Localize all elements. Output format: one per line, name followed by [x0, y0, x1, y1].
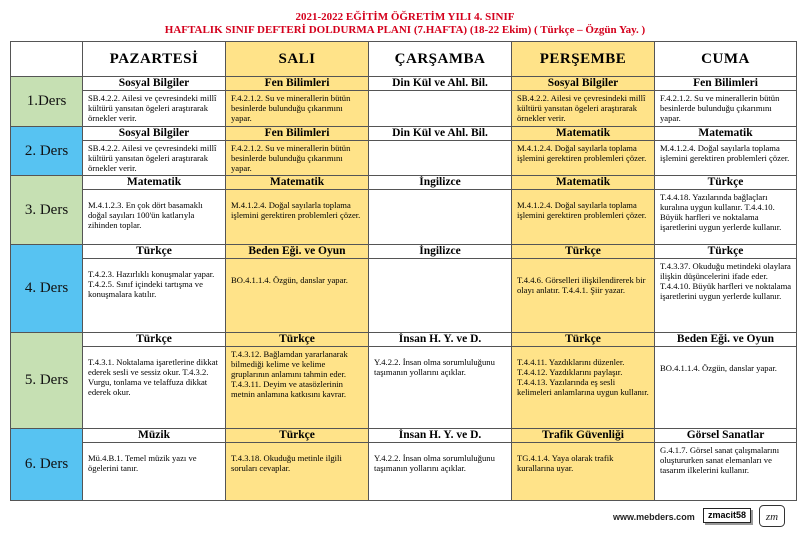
lesson-cell — [369, 429, 512, 501]
subject-name: İnsan H. Y. ve D. — [369, 333, 511, 347]
outcome-text: M.4.1.2.4. Doğal sayılarla toplama işlemini gerektiren problemleri çözer. — [660, 143, 790, 163]
subject-name: Matematik — [512, 127, 654, 141]
lesson-cell — [83, 429, 226, 501]
lesson-cell — [512, 176, 655, 245]
lesson-cell — [226, 127, 369, 176]
author-badge: zmacit58 — [703, 508, 751, 523]
subject-name: Müzik — [83, 429, 225, 443]
lesson-cell — [655, 245, 797, 333]
page-subtitle: HAFTALIK SINIF DEFTERİ DOLDURMA PLANI (7.HAFTA) (18-22 Ekim) ( Türkçe – Özgün Yay. ) — [164, 24, 646, 36]
outcome-text: T.4.2.3. Hazırlıklı konuşmalar yapar. T.4.2.5. Sınıf içindeki tartışma ve konuşmalara katılır. — [88, 269, 215, 299]
outcome-text: M.4.1.2.4. Doğal sayılarla toplama işlemini gerektiren problemleri çözer. — [517, 143, 647, 163]
subject-name: Din Kül ve Ahl. Bil. — [369, 77, 511, 91]
table-row — [11, 333, 797, 429]
outcome-text: T.4.3.18. Okuduğu metinle ilgili soruları cevaplar. — [231, 453, 342, 473]
outcome-text: SB.4.2.2. Ailesi ve çevresindeki millî kültürü yansıtan ögeleri araştırarak örnekler verir. — [88, 93, 217, 123]
footer-website[interactable]: www.mebders.com — [613, 512, 695, 522]
lesson-cell — [512, 333, 655, 429]
table-row — [11, 245, 797, 333]
table-row — [11, 429, 797, 501]
subject-name: Matematik — [655, 127, 796, 141]
subject-name: Matematik — [83, 176, 225, 190]
outcome-text: Y.4.2.2. İnsan olma sorumluluğunu taşımanın yollarını açıklar. — [374, 357, 495, 377]
subject-name: Beden Eği. ve Oyun — [655, 333, 796, 347]
lesson-cell — [369, 333, 512, 429]
lesson-cell — [369, 127, 512, 176]
outcome-text: T.4.3.37. Okuduğu metindeki olaylara ilişkin düşüncelerini ifade eder. T.4.4.10. Büyük harfleri ve noktalama işaretlerini uygun yerlerde kullanır. — [660, 261, 792, 301]
weekly-plan-table — [10, 41, 797, 501]
table-row — [11, 176, 797, 245]
lesson-label: 4. Ders — [11, 245, 83, 333]
outcome-text: T.4.4.6. Görselleri ilişkilendirerek bir olayı anlatır. T.4.4.1. Şiir yazar. — [517, 275, 646, 295]
corner-cell — [11, 42, 83, 77]
day-header-thursday: PERŞEMBE — [512, 42, 655, 77]
page-title: 2021-2022 EĞİTİM ÖĞRETİM YILI 4. SINIF — [295, 11, 515, 23]
lesson-label: 6. Ders — [11, 429, 83, 501]
outcome-text: M.4.1.2.4. Doğal sayılarla toplama işlemini gerektiren problemleri çözer. — [231, 200, 361, 220]
subject-name: İngilizce — [369, 176, 511, 190]
subject-name: Fen Bilimleri — [226, 127, 368, 141]
lesson-label: 2. Ders — [11, 127, 83, 176]
subject-name: Din Kül ve Ahl. Bil. — [369, 127, 511, 141]
subject-name: Beden Eği. ve Oyun — [226, 245, 368, 259]
lesson-cell — [369, 176, 512, 245]
lesson-cell — [226, 333, 369, 429]
subject-name: Türkçe — [655, 245, 796, 259]
outcome-text: T.4.4.18. Yazılarında bağlaçları kuralına uygun kullanır. T.4.4.10. Büyük harfleri ve noktalama işaretlerini uygun yerlerde kullanır. — [660, 192, 782, 232]
outcome-text — [369, 141, 511, 143]
subject-name: Sosyal Bilgiler — [83, 127, 225, 141]
subject-name: Türkçe — [226, 429, 368, 443]
lesson-cell — [226, 176, 369, 245]
lesson-cell — [512, 77, 655, 127]
subject-name: Görsel Sanatlar — [655, 429, 796, 443]
outcome-text: BO.4.1.1.4. Özgün, danslar yapar. — [660, 363, 777, 373]
subject-name: Türkçe — [83, 245, 225, 259]
outcome-text: T.4.3.12. Bağlamdan yararlanarak bilmediği kelime ve kelime gruplarının anlamını tahmin eder. T.4.3.11. Deyim ve atasözlerinin metnin anlamına katkısını kavrar. — [231, 349, 348, 399]
day-header-friday: CUMA — [655, 42, 797, 77]
header-row — [11, 42, 797, 77]
subject-name: Fen Bilimleri — [226, 77, 368, 91]
lesson-cell — [83, 77, 226, 127]
lesson-cell — [512, 245, 655, 333]
lesson-cell — [369, 245, 512, 333]
outcome-text: Y.4.2.2. İnsan olma sorumluluğunu taşımanın yollarını açıklar. — [374, 453, 495, 473]
outcome-text: T.4.4.11. Yazdıklarını düzenler. T.4.4.12. Yazdıklarını paylaşır. T.4.4.13. Yazılarında eş sesli kelimeleri anlamlarına uygun kullanır. — [517, 357, 649, 397]
lesson-cell — [83, 176, 226, 245]
lesson-label: 3. Ders — [11, 176, 83, 245]
outcome-text: SB.4.2.2. Ailesi ve çevresindeki millî kültürü yansıtan ögeleri araştırarak örnekler verir. — [88, 143, 217, 173]
outcome-text — [369, 91, 511, 93]
subject-name: Türkçe — [512, 333, 654, 347]
outcome-text: SB.4.2.2. Ailesi ve çevresindeki millî kültürü yansıtan ögeleri araştırarak örnekler verir. — [517, 93, 646, 123]
lesson-label: 1.Ders — [11, 77, 83, 127]
lesson-cell — [83, 127, 226, 176]
lesson-cell — [369, 77, 512, 127]
outcome-text: G.4.1.7. Görsel sanat çalışmalarını oluştururken sanat elemanları ve tasarım ilkelerini kullanır. — [660, 445, 780, 475]
outcome-text: F.4.2.1.2. Su ve minerallerin bütün besinlerde bulunduğu çıkarımını yapar. — [660, 93, 780, 123]
subject-name: Türkçe — [512, 245, 654, 259]
outcome-text: T.4.3.1. Noktalama işaretlerine dikkat ederek sesli ve sessiz okur. T.4.3.2. Vurgu, tonlama ve telaffuza dikkat ederek okur. — [88, 357, 218, 397]
outcome-text: BO.4.1.1.4. Özgün, danslar yapar. — [231, 275, 348, 285]
subject-name: İnsan H. Y. ve D. — [369, 429, 511, 443]
table-row — [11, 77, 797, 127]
outcome-text — [369, 190, 511, 192]
lesson-cell — [655, 176, 797, 245]
day-header-tuesday: SALI — [226, 42, 369, 77]
subject-name: Fen Bilimleri — [655, 77, 796, 91]
lesson-cell — [226, 245, 369, 333]
lesson-label: 5. Ders — [11, 333, 83, 429]
logo-text: zm — [765, 511, 779, 523]
subject-name: Sosyal Bilgiler — [512, 77, 654, 91]
subject-name: İngilizce — [369, 245, 511, 259]
table-row — [11, 127, 797, 176]
lesson-cell — [655, 333, 797, 429]
lesson-cell — [83, 245, 226, 333]
zm-logo-icon — [759, 505, 785, 527]
outcome-text: TG.4.1.4. Yaya olarak trafik kurallarına uyar. — [517, 453, 614, 473]
subject-name: Türkçe — [83, 333, 225, 347]
lesson-cell — [83, 333, 226, 429]
subject-name: Sosyal Bilgiler — [83, 77, 225, 91]
subject-name: Matematik — [226, 176, 368, 190]
lesson-cell — [655, 77, 797, 127]
lesson-cell — [226, 77, 369, 127]
outcome-text: F.4.2.1.2. Su ve minerallerin bütün besinlerde bulunduğu çıkarımını yapar. — [231, 143, 351, 173]
lesson-cell — [655, 127, 797, 176]
subject-name: Matematik — [512, 176, 654, 190]
lesson-cell — [512, 127, 655, 176]
outcome-text: M.4.1.2.3. En çok dört basamaklı doğal sayıları 100'ün katlarıyla zihinden toplar. — [88, 200, 203, 230]
day-header-monday: PAZARTESİ — [83, 42, 226, 77]
outcome-text: Mü.4.B.1. Temel müzik yazı ve ögelerini tanır. — [88, 453, 197, 473]
lesson-cell — [655, 429, 797, 501]
lesson-cell — [512, 429, 655, 501]
lesson-cell — [226, 429, 369, 501]
outcome-text: F.4.2.1.2. Su ve minerallerin bütün besinlerde bulunduğu çıkarımını yapar. — [231, 93, 351, 123]
subject-name: Türkçe — [655, 176, 796, 190]
subject-name: Trafik Güvenliği — [512, 429, 654, 443]
outcome-text: M.4.1.2.4. Doğal sayılarla toplama işlemini gerektiren problemleri çözer. — [517, 200, 647, 220]
subject-name: Türkçe — [226, 333, 368, 347]
outcome-text — [369, 259, 511, 261]
day-header-wednesday: ÇARŞAMBA — [369, 42, 512, 77]
